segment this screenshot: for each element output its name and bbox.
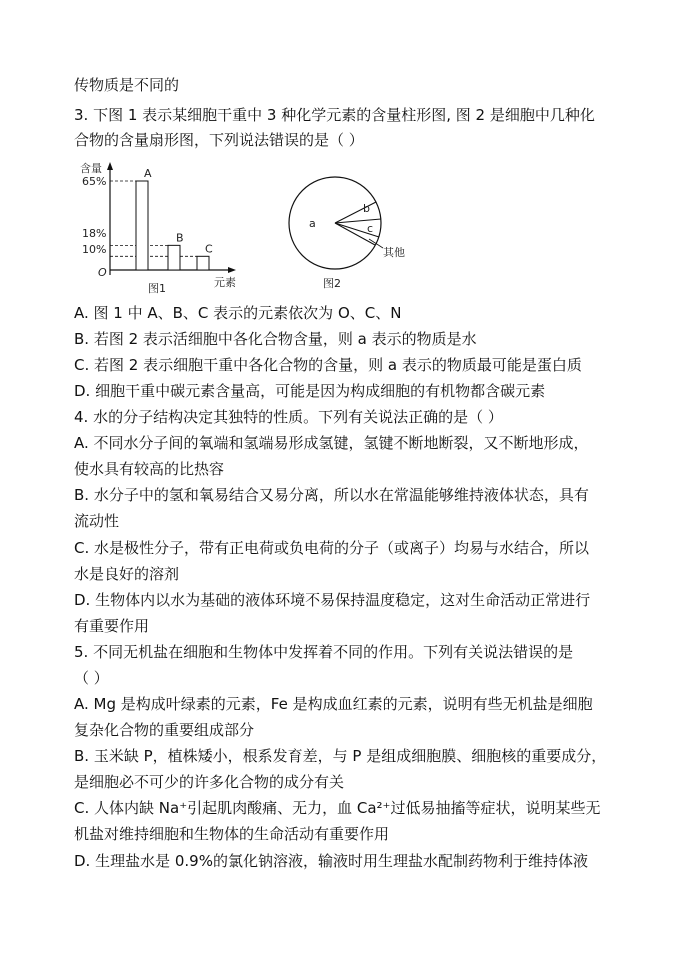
option-5b-line-2: 是细胞必不可少的许多化合物的成分有关	[74, 773, 345, 791]
option-4a-line-2: 使水具有较高的比热容	[74, 460, 225, 478]
bar-label-b: B	[176, 231, 184, 245]
pie-label-other: 其他	[383, 246, 405, 259]
option-4d-line-1: D. 生物体内以水为基础的液体环境不易保持温度稳定，这对生命活动正常进行	[74, 591, 591, 609]
tick-label-65: 65%	[82, 175, 107, 188]
bar-label-a: A	[144, 167, 152, 180]
figure-2-pie-chart	[283, 165, 423, 300]
option-5c-line-1: C. 人体内缺 Na⁺引起肌肉酸痛、无力，血 Ca²⁺过低易抽搐等症状，说明某些无	[74, 799, 601, 817]
option-5c-line-2: 机盐对维持细胞和生物体的生命活动有重要作用	[74, 825, 390, 843]
question-5-line-2: （ ）	[74, 669, 109, 687]
figure-1-caption: 图1	[148, 282, 166, 295]
option-5b-line-1: B. 玉米缺 P，植株矮小，根系发育差，与 P 是组成细胞膜、细胞核的重要成分，	[74, 747, 607, 765]
figure-2-caption: 图2	[323, 277, 341, 290]
option-5a-line-2: 复杂化合物的重要组成部分	[74, 721, 255, 739]
text-line: 传物质是不同的	[74, 76, 180, 94]
bar-b	[168, 245, 180, 270]
option-4c-line-2: 水是良好的溶剂	[74, 565, 180, 583]
tick-label-10: 10%	[82, 243, 107, 256]
pie-label-a: a	[309, 217, 316, 230]
tick-label-18: 18%	[82, 227, 107, 240]
option-4c-line-1: C. 水是极性分子，带有正电荷或负电荷的分子（或离子）均易与水结合，所以	[74, 539, 590, 557]
x-axis-label: 元素	[214, 276, 236, 289]
question-5-line-1: 5. 不同无机盐在细胞和生物体中发挥着不同的作用。下列有关说法错误的是	[74, 643, 574, 661]
question-4: 4. 水的分子结构决定其独特的性质。下列有关说法正确的是（ ）	[74, 408, 503, 426]
y-axis-arrow	[107, 162, 113, 170]
option-4b-line-2: 流动性	[74, 512, 120, 530]
bar-c	[197, 256, 209, 270]
x-axis-arrow	[228, 267, 236, 273]
option-3d: D. 细胞干重中碳元素含量高，可能是因为构成细胞的有机物都含碳元素	[74, 382, 546, 400]
option-4b-line-1: B. 水分子中的氢和氧易结合又易分离，所以水在常温能够维持液体状态，具有	[74, 486, 589, 504]
pie-label-b: b	[363, 202, 370, 215]
bar-a	[136, 181, 148, 270]
question-3-line-2: 合物的含量扇形图，下列说法错误的是（ ）	[74, 131, 364, 149]
bar-label-c: C	[205, 242, 213, 256]
option-4a-line-1: A. 不同水分子间的氧端和氢端易形成氢键，氢键不断地断裂，又不断地形成，	[74, 434, 589, 452]
pie-label-c: c	[367, 222, 374, 235]
option-5d-line-1: D. 生理盐水是 0.9%的氯化钠溶液，输液时用生理盐水配制药物利于维持体液	[74, 852, 588, 870]
y-axis-label: 含量	[80, 162, 102, 175]
option-3c: C. 若图 2 表示细胞干重中各化合物的含量，则 a 表示的物质最可能是蛋白质	[74, 356, 582, 374]
option-4d-line-2: 有重要作用	[74, 617, 150, 635]
question-3-line-1: 3. 下图 1 表示某细胞干重中 3 种化学元素的含量柱形图, 图 2 是细胞中几种化	[74, 106, 595, 124]
option-5a-line-1: A. Mg 是构成叶绿素的元素，Fe 是构成血红素的元素，说明有些无机盐是细胞	[74, 695, 593, 713]
option-3a: A. 图 1 中 A、B、C 表示的元素依次为 O、C、N	[74, 304, 402, 322]
origin-label: O	[98, 266, 107, 279]
figure-1-bar-chart	[80, 160, 240, 295]
option-3b: B. 若图 2 表示活细胞中各化合物含量，则 a 表示的物质是水	[74, 330, 477, 348]
